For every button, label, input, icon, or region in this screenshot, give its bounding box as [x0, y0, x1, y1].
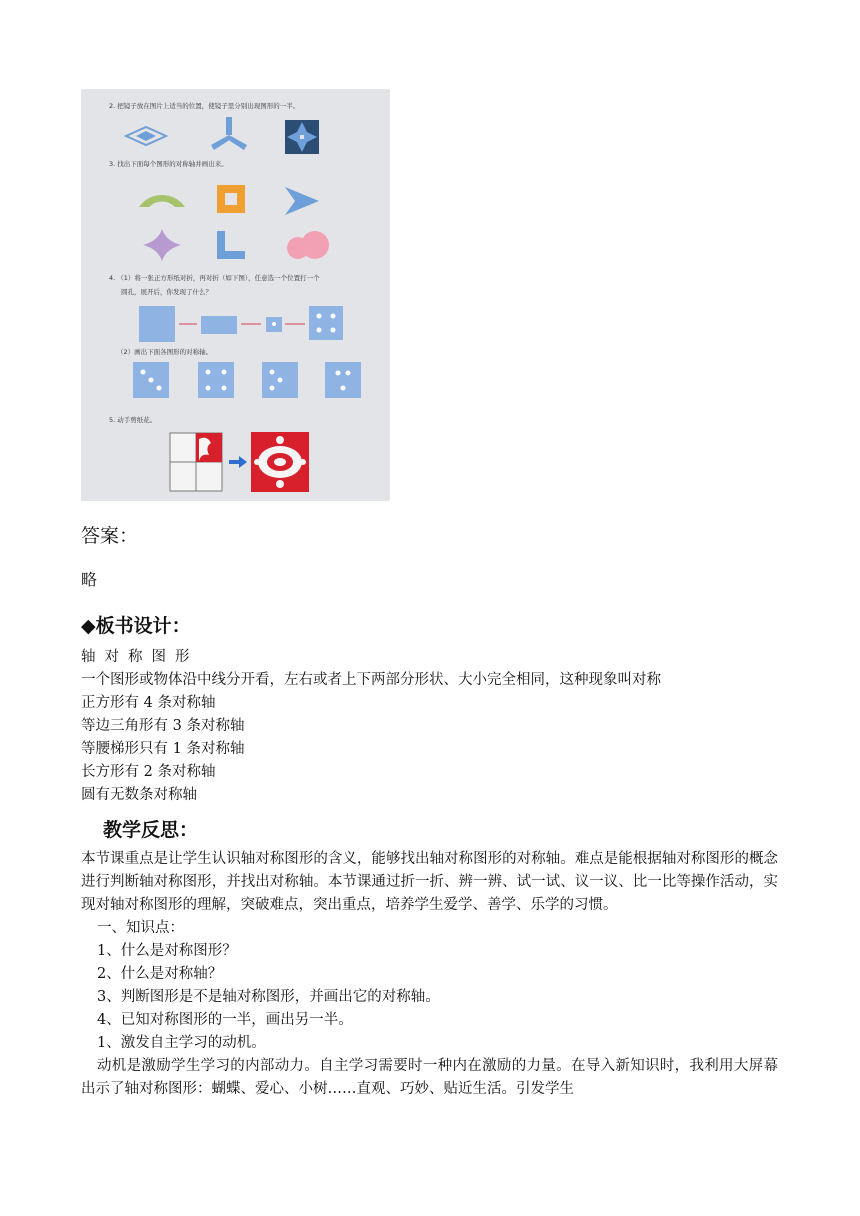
board-design-heading: ◆板书设计： — [81, 615, 191, 637]
board-line: 等边三角形有 3 条对称轴 — [81, 718, 245, 734]
reflection-intro: 本节课重点是让学生认识轴对称图形的含义，能够找出轴对称图形的对称轴。难点是能根据轴对称图形的概念进行判断轴对称图形，并找出对称轴。本节课通过折一折、辨一辨、试一试、议一议、比一比等操作活动，实现对轴对称图形的理解，突破难点，突出重点，培养学生爱学、善学、乐学的习惯。 — [81, 851, 778, 913]
point-item: 2、什么是对称轴？ — [97, 966, 223, 982]
photo-q5-text: 5. 动手剪纸花。 — [109, 416, 157, 424]
point-item: 1、什么是对称图形？ — [97, 943, 237, 959]
reflection-heading: 教学反思： — [103, 819, 199, 841]
board-line: 圆有无数条对称轴 — [81, 787, 197, 803]
hollow-square-shape — [217, 185, 245, 213]
paper-flower — [251, 432, 309, 492]
point-item: 4、已知对称图形的一半，画出另一半。 — [97, 1012, 353, 1028]
textbook-photo — [81, 89, 390, 501]
board-title: 轴对称图形 — [81, 649, 199, 665]
board-design-content — [81, 646, 661, 807]
board-line: 等腰梯形只有 1 条对称轴 — [81, 741, 245, 757]
board-line: 长方形有 2 条对称轴 — [81, 764, 216, 780]
board-line: 正方形有 4 条对称轴 — [81, 695, 216, 711]
reflection-last-paragraph: 动机是激励学生学习的内部动力。自主学习需要时一种内在激励的力量。在导入新知识时，我利用大屏幕出示了轴对称图形：蝴蝶、爱心、小树……直观、巧妙、贴近生活。引发学生 — [81, 1058, 778, 1097]
square-star-shape — [285, 120, 319, 154]
point-item: 3、判断图形是不是轴对称图形，并画出它的对称轴。 — [97, 989, 440, 1005]
photo-q4-1-line1: 4. （1）将一张正方形纸对折，再对折（如下图），任意选一个位置打一个 — [109, 274, 320, 282]
photo-q3-text: 3. 找出下面每个图形的对称轴并画出来。 — [109, 160, 228, 168]
point-item: 1、激发自主学习的动机。 — [97, 1035, 266, 1051]
reflection-content — [81, 848, 778, 1101]
photo-q2-text: 2. 把镜子放在图片上适当的位置，使镜子里分别出现图形的一半。 — [109, 102, 300, 110]
answer-label: 答案： — [81, 525, 139, 547]
photo-q4-1-line2: 圆孔，展开后，你发现了什么？ — [121, 288, 212, 296]
board-line: 一个图形或物体沿中线分开看，左右或者上下两部分形状、大小完全相同，这种现象叫对称 — [81, 672, 661, 688]
points-title: 一、知识点： — [97, 920, 184, 936]
answer-value: 略 — [81, 570, 98, 589]
paper-cut-grid — [170, 433, 222, 491]
photo-q4-2-text: （2）画出下面各图形的对称轴。 — [117, 348, 213, 356]
